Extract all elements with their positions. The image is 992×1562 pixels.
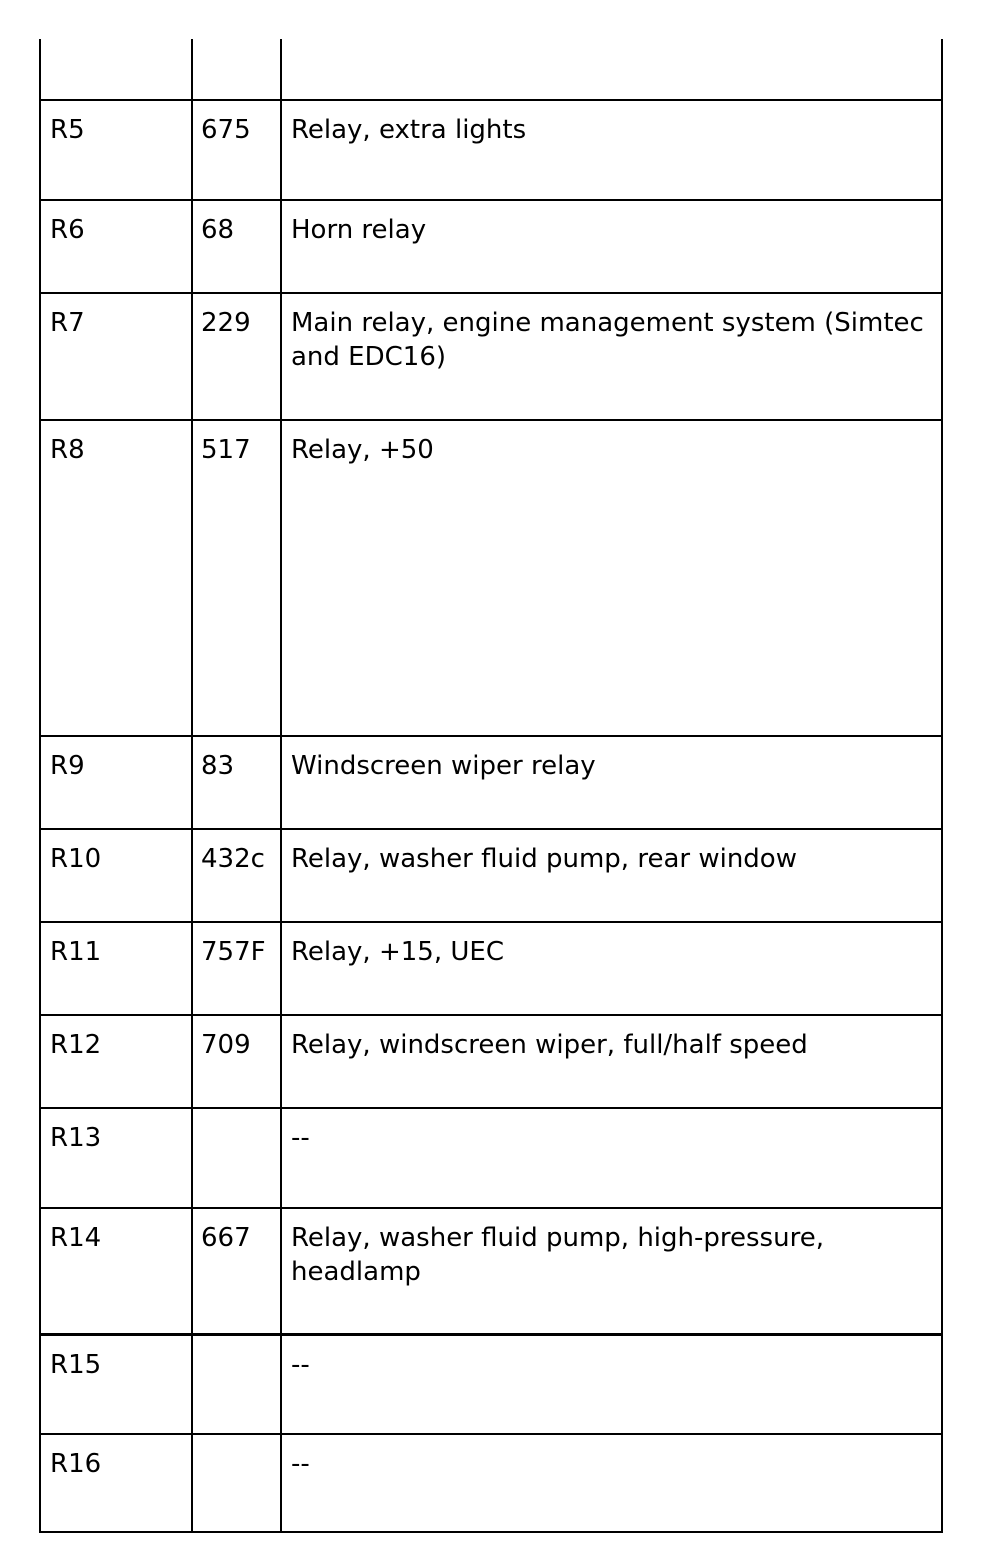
relay-id-cell: R5 — [41, 101, 193, 199]
table-row — [41, 1014, 941, 1107]
relay-code-cell: 83 — [193, 737, 282, 828]
table-row — [41, 39, 941, 99]
relay-code-cell: 667 — [193, 1209, 282, 1333]
relay-code-cell: 675 — [193, 101, 282, 199]
table-row — [41, 199, 941, 292]
relay-id-cell: R15 — [41, 1336, 193, 1433]
relay-id-cell: R13 — [41, 1109, 193, 1207]
relay-id-cell — [41, 39, 193, 99]
relay-description-cell: Relay, +15, UEC — [291, 937, 504, 967]
relay-code-cell: 229 — [193, 294, 282, 419]
table-row — [41, 1107, 941, 1207]
relay-code-cell — [193, 1435, 282, 1531]
relay-id-cell: R12 — [41, 1016, 193, 1107]
relay-code-cell: 68 — [193, 201, 282, 292]
table-row — [41, 99, 941, 199]
table-row — [41, 419, 941, 735]
relay-table — [39, 39, 943, 1533]
relay-code-cell: 757F — [193, 923, 282, 1014]
table-row — [41, 292, 941, 419]
relay-id-cell: R14 — [41, 1209, 193, 1333]
relay-description-cell: Relay, windscreen wiper, full/half speed — [291, 1030, 808, 1060]
relay-code-cell: 432c — [193, 830, 282, 921]
table-row — [41, 921, 941, 1014]
relay-description-cell: Windscreen wiper relay — [291, 751, 596, 781]
table-row — [41, 1207, 941, 1333]
relay-code-cell — [193, 1336, 282, 1433]
table-row — [41, 1333, 941, 1433]
relay-id-cell: R10 — [41, 830, 193, 921]
relay-description-cell — [282, 39, 941, 99]
relay-id-cell: R11 — [41, 923, 193, 1014]
relay-code-cell: 517 — [193, 421, 282, 735]
relay-description-cell: Relay, washer fluid pump, rear window — [291, 844, 797, 874]
relay-description-cell: Horn relay — [291, 215, 427, 245]
relay-description-cell: -- — [291, 1123, 310, 1153]
relay-description-cell: Relay, extra lights — [291, 115, 527, 145]
table-row — [41, 1433, 941, 1531]
table-row — [41, 735, 941, 828]
relay-code-cell — [193, 39, 282, 99]
relay-code-cell — [193, 1109, 282, 1207]
relay-description-cell: Relay, +50 — [291, 435, 434, 465]
relay-id-cell: R7 — [41, 294, 193, 419]
table-row — [41, 828, 941, 921]
relay-id-cell: R9 — [41, 737, 193, 828]
relay-id-cell: R6 — [41, 201, 193, 292]
relay-id-cell: R8 — [41, 421, 193, 735]
relay-description-cell: Relay, washer fluid pump, high-pressure, headlamp — [291, 1223, 824, 1287]
relay-description-cell: -- — [291, 1449, 310, 1479]
relay-description-cell: Main relay, engine management system (Simtec and EDC16) — [291, 308, 924, 372]
relay-id-cell: R16 — [41, 1435, 193, 1531]
relay-code-cell: 709 — [193, 1016, 282, 1107]
relay-description-cell: -- — [291, 1350, 310, 1380]
